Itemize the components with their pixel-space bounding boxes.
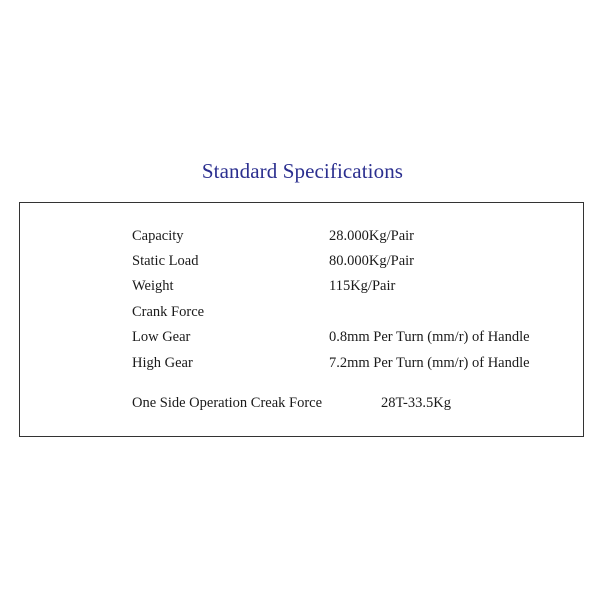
spec-label: Static Load bbox=[132, 253, 199, 269]
spec-label: High Gear bbox=[132, 355, 193, 371]
page-title: Standard Specifications bbox=[201, 159, 404, 183]
spec-label: Low Gear bbox=[132, 329, 191, 345]
spec-value: 80.000Kg/Pair bbox=[329, 253, 414, 269]
spec-label: Weight bbox=[132, 278, 174, 294]
spec-value: 7.2mm Per Turn (mm/r) of Handle bbox=[329, 355, 530, 371]
spec-label: Crank Force bbox=[132, 304, 205, 320]
spec-value: 28.000Kg/Pair bbox=[329, 228, 414, 244]
spec-value: 28T-33.5Kg bbox=[381, 395, 451, 411]
spec-value: 115Kg/Pair bbox=[329, 278, 396, 294]
spec-label: Capacity bbox=[132, 228, 184, 244]
spec-value: 0.8mm Per Turn (mm/r) of Handle bbox=[329, 329, 530, 345]
spec-label: One Side Operation Creak Force bbox=[132, 395, 323, 411]
